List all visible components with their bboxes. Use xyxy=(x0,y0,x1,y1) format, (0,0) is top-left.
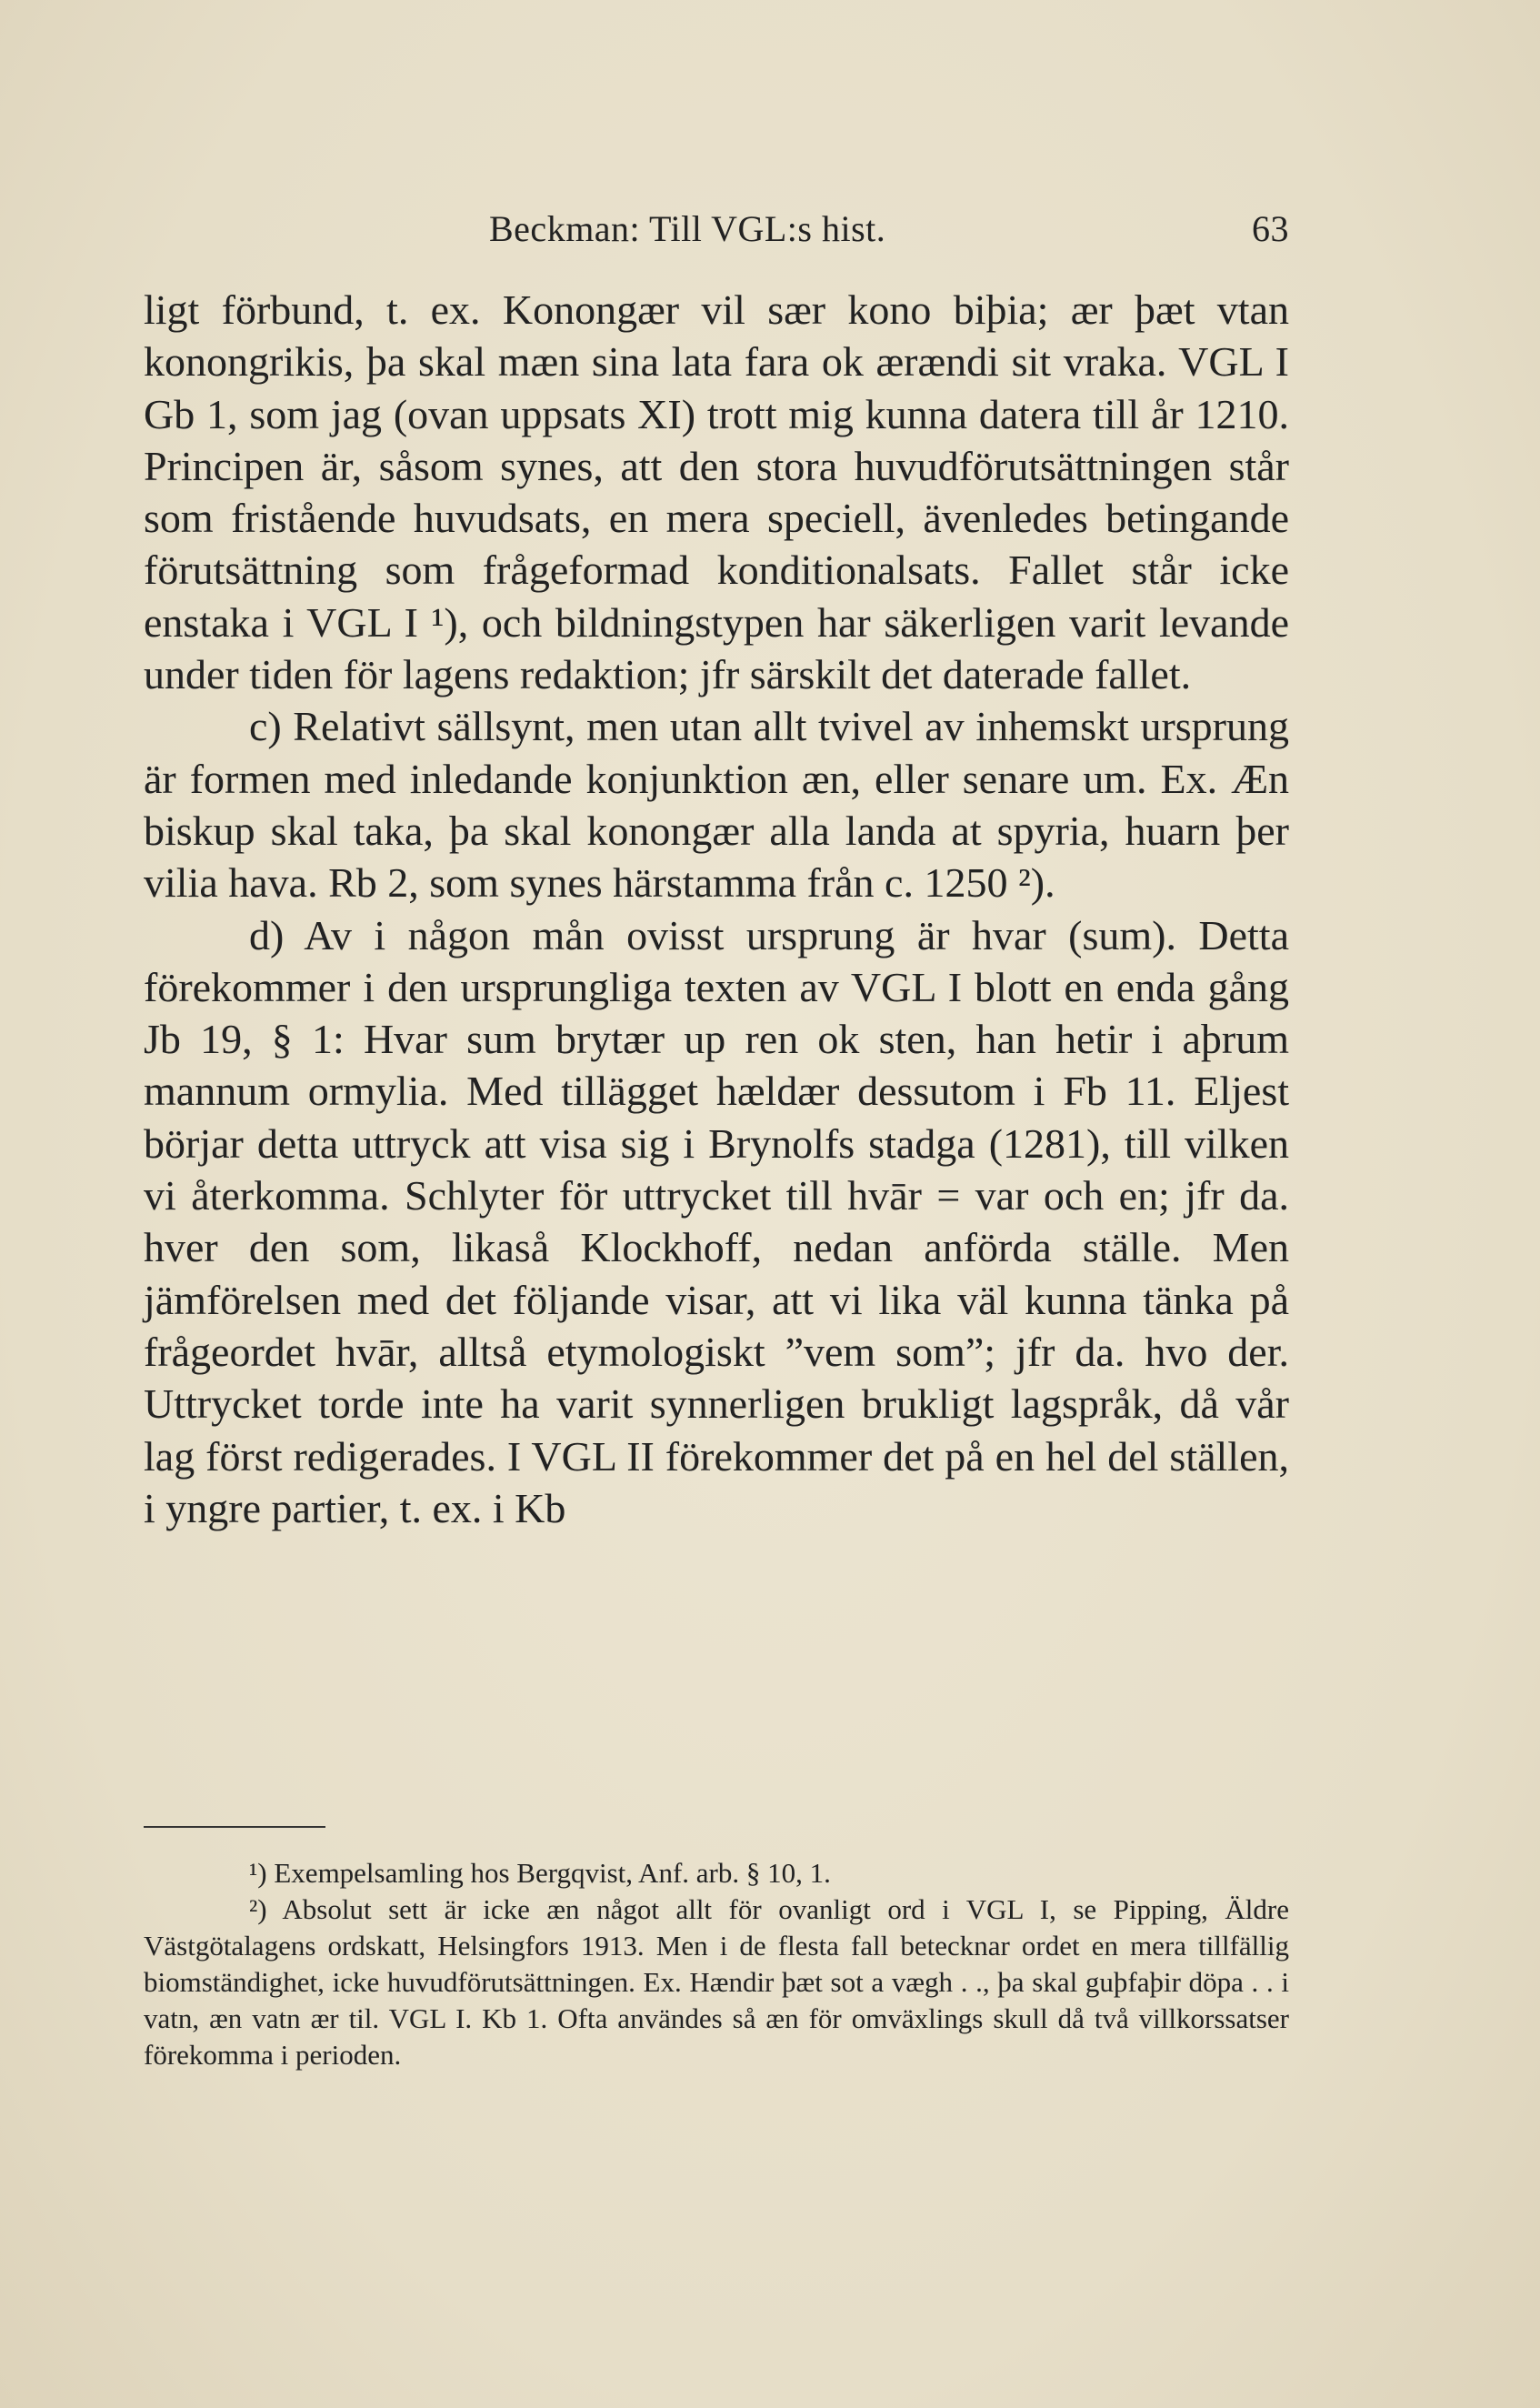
body-text xyxy=(144,284,1289,1534)
footnote-1: ¹) Exempelsamling hos Bergqvist, Anf. arb. § 10, 1. xyxy=(249,1857,831,1889)
page-number: 63 xyxy=(1252,208,1289,249)
footnote-2: ²) Absolut sett är icke æn något allt för ovanligt ord i VGL I, se Pipping, Äldre Västgötalagens ordskatt, Helsingfors 1913. Men i de flesta fall betecknar ordet en mera tillfällig biomständighet, icke huvudförutsättningen. Ex. Hændir þæt sot a vægh . ., þa skal guþfaþir döpa . . i vatn, æn vatn ær til. VGL I. Kb 1. Ofta användes så æn för omväxlings skull då två villkorssatser förekomma i perioden. xyxy=(144,1893,1289,2071)
footnote-divider xyxy=(144,1826,325,1828)
running-title: Beckman: Till VGL:s hist. xyxy=(489,208,886,249)
paragraph-1: ligt förbund, t. ex. Konongær vil sær kono biþia; ær þæt vtan konongrikis, þa skal mæn sina lata fara ok ærændi sit vraka. VGL I Gb 1, som jag (ovan uppsats XI) trott mig kunna datera till år 1210. Principen är, såsom synes, att den stora huvudförutsättningen står som fristående huvudsats, en mera speciell, ävenledes betingande förutsättning som frågeformad konditionalsats. Fallet står icke enstaka i VGL I ¹), och bildningstypen har säkerligen varit levande under tiden för lagens redaktion; jfr särskilt det daterade fallet. xyxy=(144,286,1289,698)
page-header xyxy=(489,207,1289,250)
paragraph-3: d) Av i någon mån ovisst ursprung är hvar (sum). Detta förekommer i den ursprungliga texten av VGL I blott en enda gång Jb 19, § 1: Hvar sum brytær up ren ok sten, han hetir i aþrum mannum ormylia. Med tillägget hældær dessutom i Fb 11. Eljest börjar detta uttryck att visa sig i Brynolfs stadga (1281), till vilken vi återkomma. Schlyter för uttrycket till hvār = var och en; jfr da. hver den som, likaså Klockhoff, nedan anförda ställe. Men jämförelsen med det följande visar, att vi lika väl kunna tänka på frågeordet hvār, alltså etymologiskt ”vem som”; jfr da. hvo der. Uttrycket torde inte ha varit synnerligen brukligt lagspråk, då vår lag först redigerades. I VGL II förekommer det på en hel del ställen, i yngre partier, t. ex. i Kb xyxy=(144,911,1289,1531)
footnotes xyxy=(144,1855,1289,2073)
paragraph-2: c) Relativt sällsynt, men utan allt tvivel av inhemskt ursprung är formen med inledande konjunktion æn, eller senare um. Ex. Æn biskup skal taka, þa skal konongær alla landa at spyria, huarn þer vilia hava. Rb 2, som synes härstamma från c. 1250 ²). xyxy=(144,703,1289,907)
